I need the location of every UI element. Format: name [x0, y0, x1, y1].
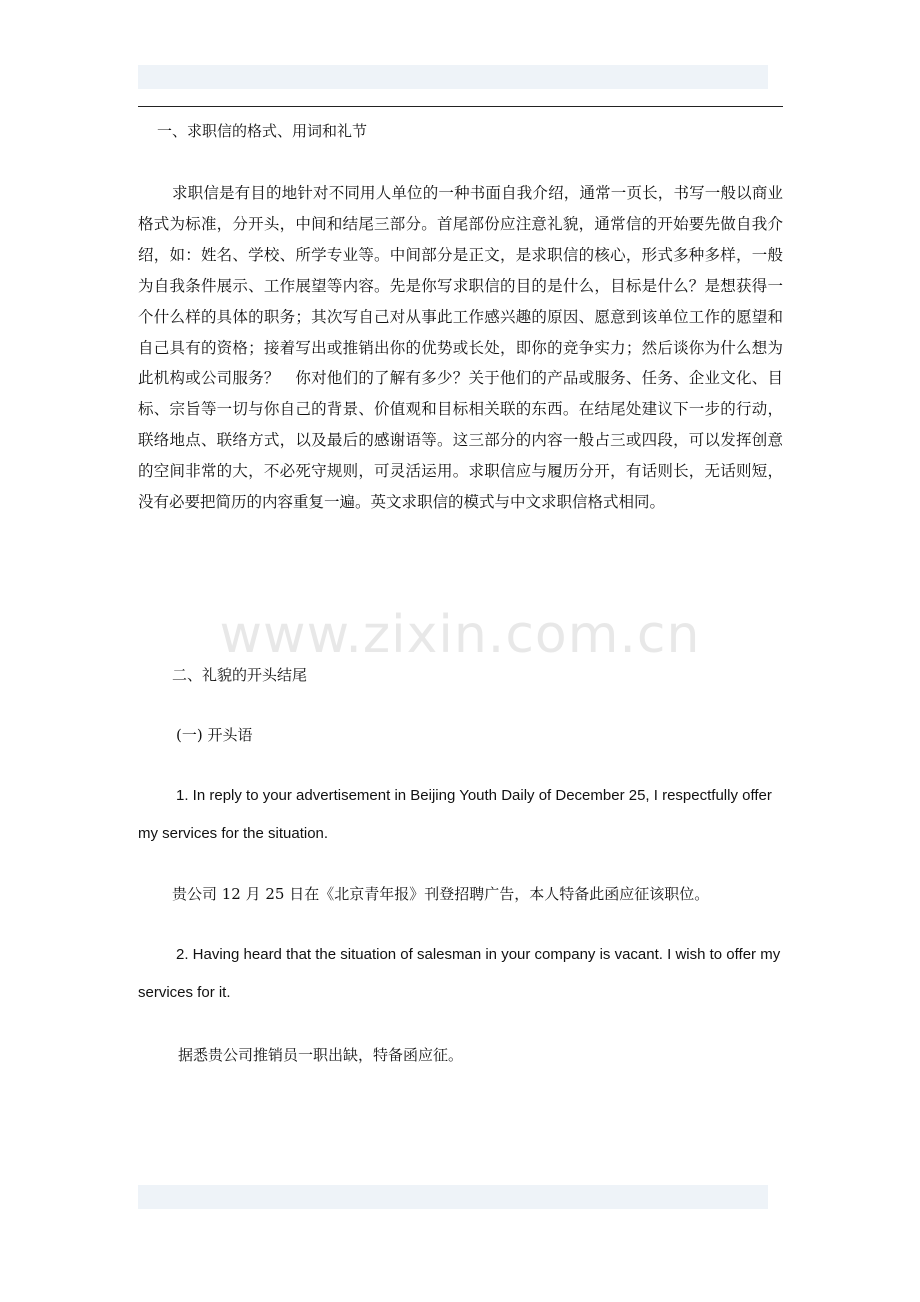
example-chinese-2: 据悉贵公司推销员一职出缺，特备函应征。: [178, 1046, 464, 1064]
header-rule: [138, 106, 783, 107]
subheading-opening-phrases: (一) 开头语: [176, 726, 253, 744]
footer-band: [138, 1185, 768, 1209]
section-heading-opening-closing: 二、礼貌的开头结尾: [172, 666, 308, 684]
section-heading-format: 一、求职信的格式、用词和礼节: [157, 122, 368, 140]
example-english-2: 2. Having heard that the situation of salesman in your company is vacant. I wish to offer my services for it.: [138, 946, 781, 1001]
example-english-1: 1. In reply to your advertisement in Beijing Youth Daily of December 25, I respectfully offer my services for the situation.: [138, 787, 772, 842]
header-band: [138, 65, 768, 89]
watermark: www.zixin.com.cn: [219, 605, 701, 665]
example-chinese-1: 贵公司 12 月 25 日在《北京青年报》刊登招聘广告，本人特备此函应征该职位。: [172, 885, 710, 903]
intro-paragraph: 求职信是有目的地针对不同用人单位的一种书面自我介绍，通常一页长，书写一般以商业格式为标准，分开头，中间和结尾三部分。首尾部份应注意礼貌，通常信的开始要先做自我介绍，如：姓名、学校、所学专业等。中间部分是正文，是求职信的核心，形式多种多样，一般为自我条件展示、工作展望等内容。先是你写求职信的目的是什么，目标是什么？是想获得一个什么样的具体的职务；其次写自己对从事此工作感兴趣的原因、愿意到该单位工作的愿望和自己具有的资格；接着写出或推销出你的优势或长处，即你的竞争实力；然后谈你为什么想为此机构或公司服务？ 你对他们的了解有多少？关于他们的产品或服务、任务、企业文化、目标、宗旨等一切与你自己的背景、价值观和目标相关联的东西。在结尾处建议下一步的行动，联络地点、联络方式，以及最后的感谢语等。这三部分的内容一般占三或四段，可以发挥创意的空间非常的大，不必死守规则，可灵活运用。求职信应与履历分开，有话则长，无话则短，没有必要把简历的内容重复一遍。英文求职信的模式与中文求职信格式相同。: [138, 184, 783, 512]
